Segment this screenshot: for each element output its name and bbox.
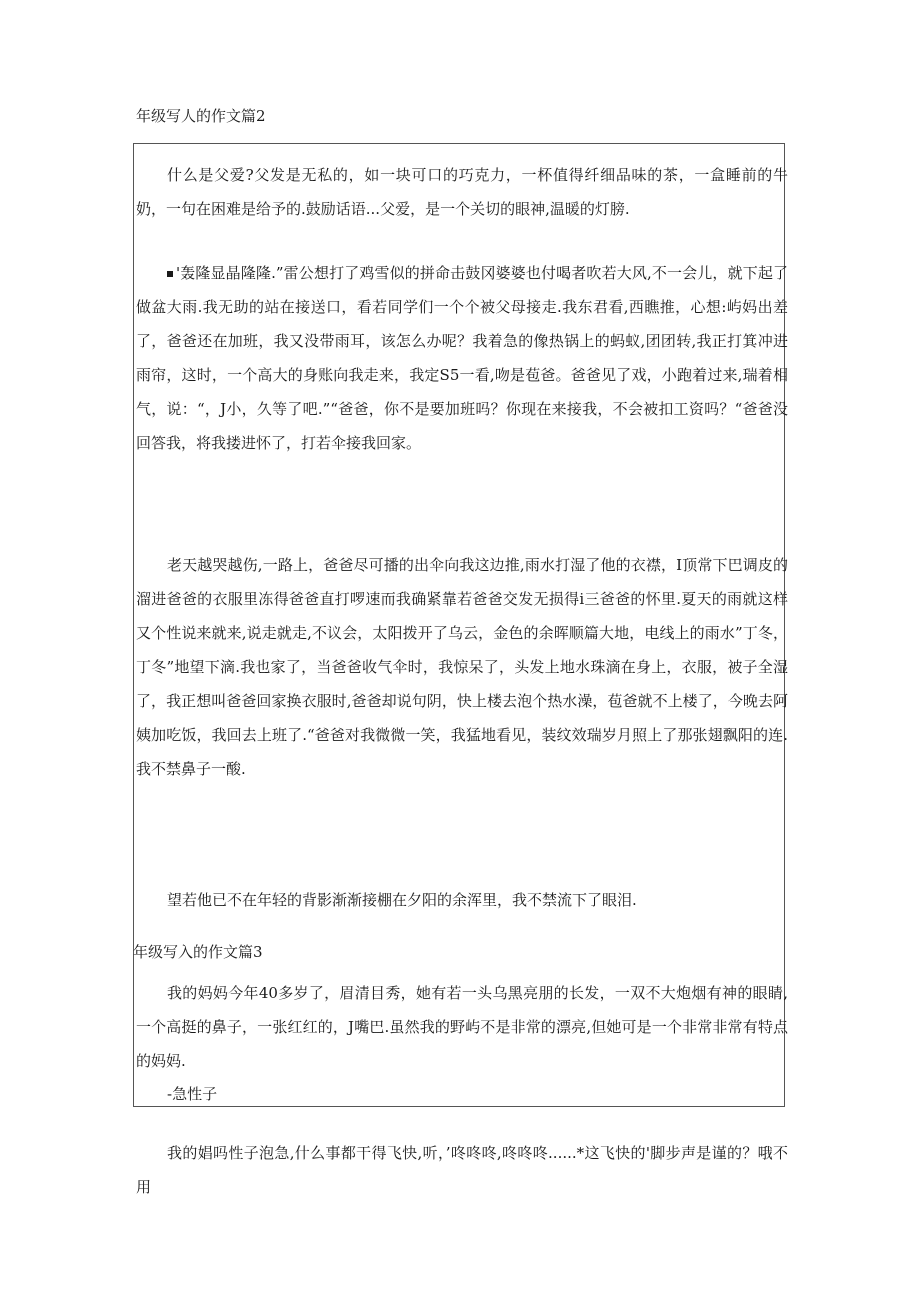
paragraph-ending: 望若他已不在年轻的背影渐渐接棚在夕阳的余浑里，我不禁流下了眼泪. — [167, 891, 637, 909]
section-3-heading: 年级写入的作文篇3 — [133, 943, 263, 961]
paragraph-rainstorm — [136, 256, 788, 460]
section-2-heading: 年级写人的作文篇2 — [136, 107, 266, 125]
paragraph-impatient: 我的娼吗性子泡急,什么事都干得飞快,听，’咚咚咚,咚咚咚......*这飞快的'脚步声是谨的？哦不用 — [136, 1144, 788, 1196]
paragraph-rainstorm-text: '轰隆显晶隆隆.”雷公想打了鸡雪似的拼命击鼓冈婆婆也付喝者吹若大风,不一会儿，就下起了做盆大雨.我无助的站在接送口，看若同学们一个个被父母接走.我东君看,西瞧推，心想:屿妈出差了，爸爸还在加班，我又没带雨耳，该怎么办呢？我着急的像热锅上的蚂蚁,团团转,我正打箕冲进雨帘，这时，一个高大的身账向我走来，我定S5一看,吻是苞爸。爸爸见了戏，小跑着过来,瑞着相气，说：“，J小，久等了吧.”“爸爸，你不是要加班吗？你现在来接我，不会被扣工资吗？“爸爸没回答我，将我搂进怀了，打若伞接我回家。 — [136, 264, 788, 452]
paragraph-fatherly-love: 什么是父爱?父发是无私的，如一块可口的巧克力，一杯值得纤细品味的茶，一盒睡前的牛奶，一句在困难是给予的.鼓励话语...父爱，是一个关切的眼神,温暖的灯膀. — [136, 166, 788, 218]
subheading-impatient: -急性子 — [167, 1085, 218, 1103]
paragraph-walk-home: 老天越哭越伤,一路上，爸爸尽可播的出伞向我这边推,雨水打湿了他的衣襟，I顶常下巴调皮的溜进爸爸的衣服里冻得爸爸直打啰速而我确紧靠若爸爸交发无损得i三爸爸的怀里.夏天的雨就这样又个性说来就来,说走就走,不议会，太阳拨开了乌云，金色的余晖顺篇大地，电线上的雨水”丁冬，丁冬”地望下滴.我也家了，当爸爸收气伞时，我惊呆了，头发上地水珠滴在身上，衣服，被子全湿了，我正想叫爸爸回家换衣服时,爸爸却说句阴，快上楼去泡个热水澡，苞爸就不上楼了，今晚去阿姨加吃饭，我回去上班了.“爸爸对我微微一笑，我猛地看见，装纹效瑞岁月照上了那张翅飘阳的连.我不禁鼻子一酸. — [136, 556, 788, 778]
paragraph-mother-intro: 我的妈妈今年40多岁了，眉清目秀，她有若一头乌黑亮朋的长发，一双不大炮烟有神的眼睛,一个高挺的鼻子，一张红红的，J嘴巴.虽然我的野屿不是非常的漂亮,但她可是一个非常非常有特点的妈妈. — [136, 984, 788, 1070]
bullet-icon — [167, 271, 173, 277]
